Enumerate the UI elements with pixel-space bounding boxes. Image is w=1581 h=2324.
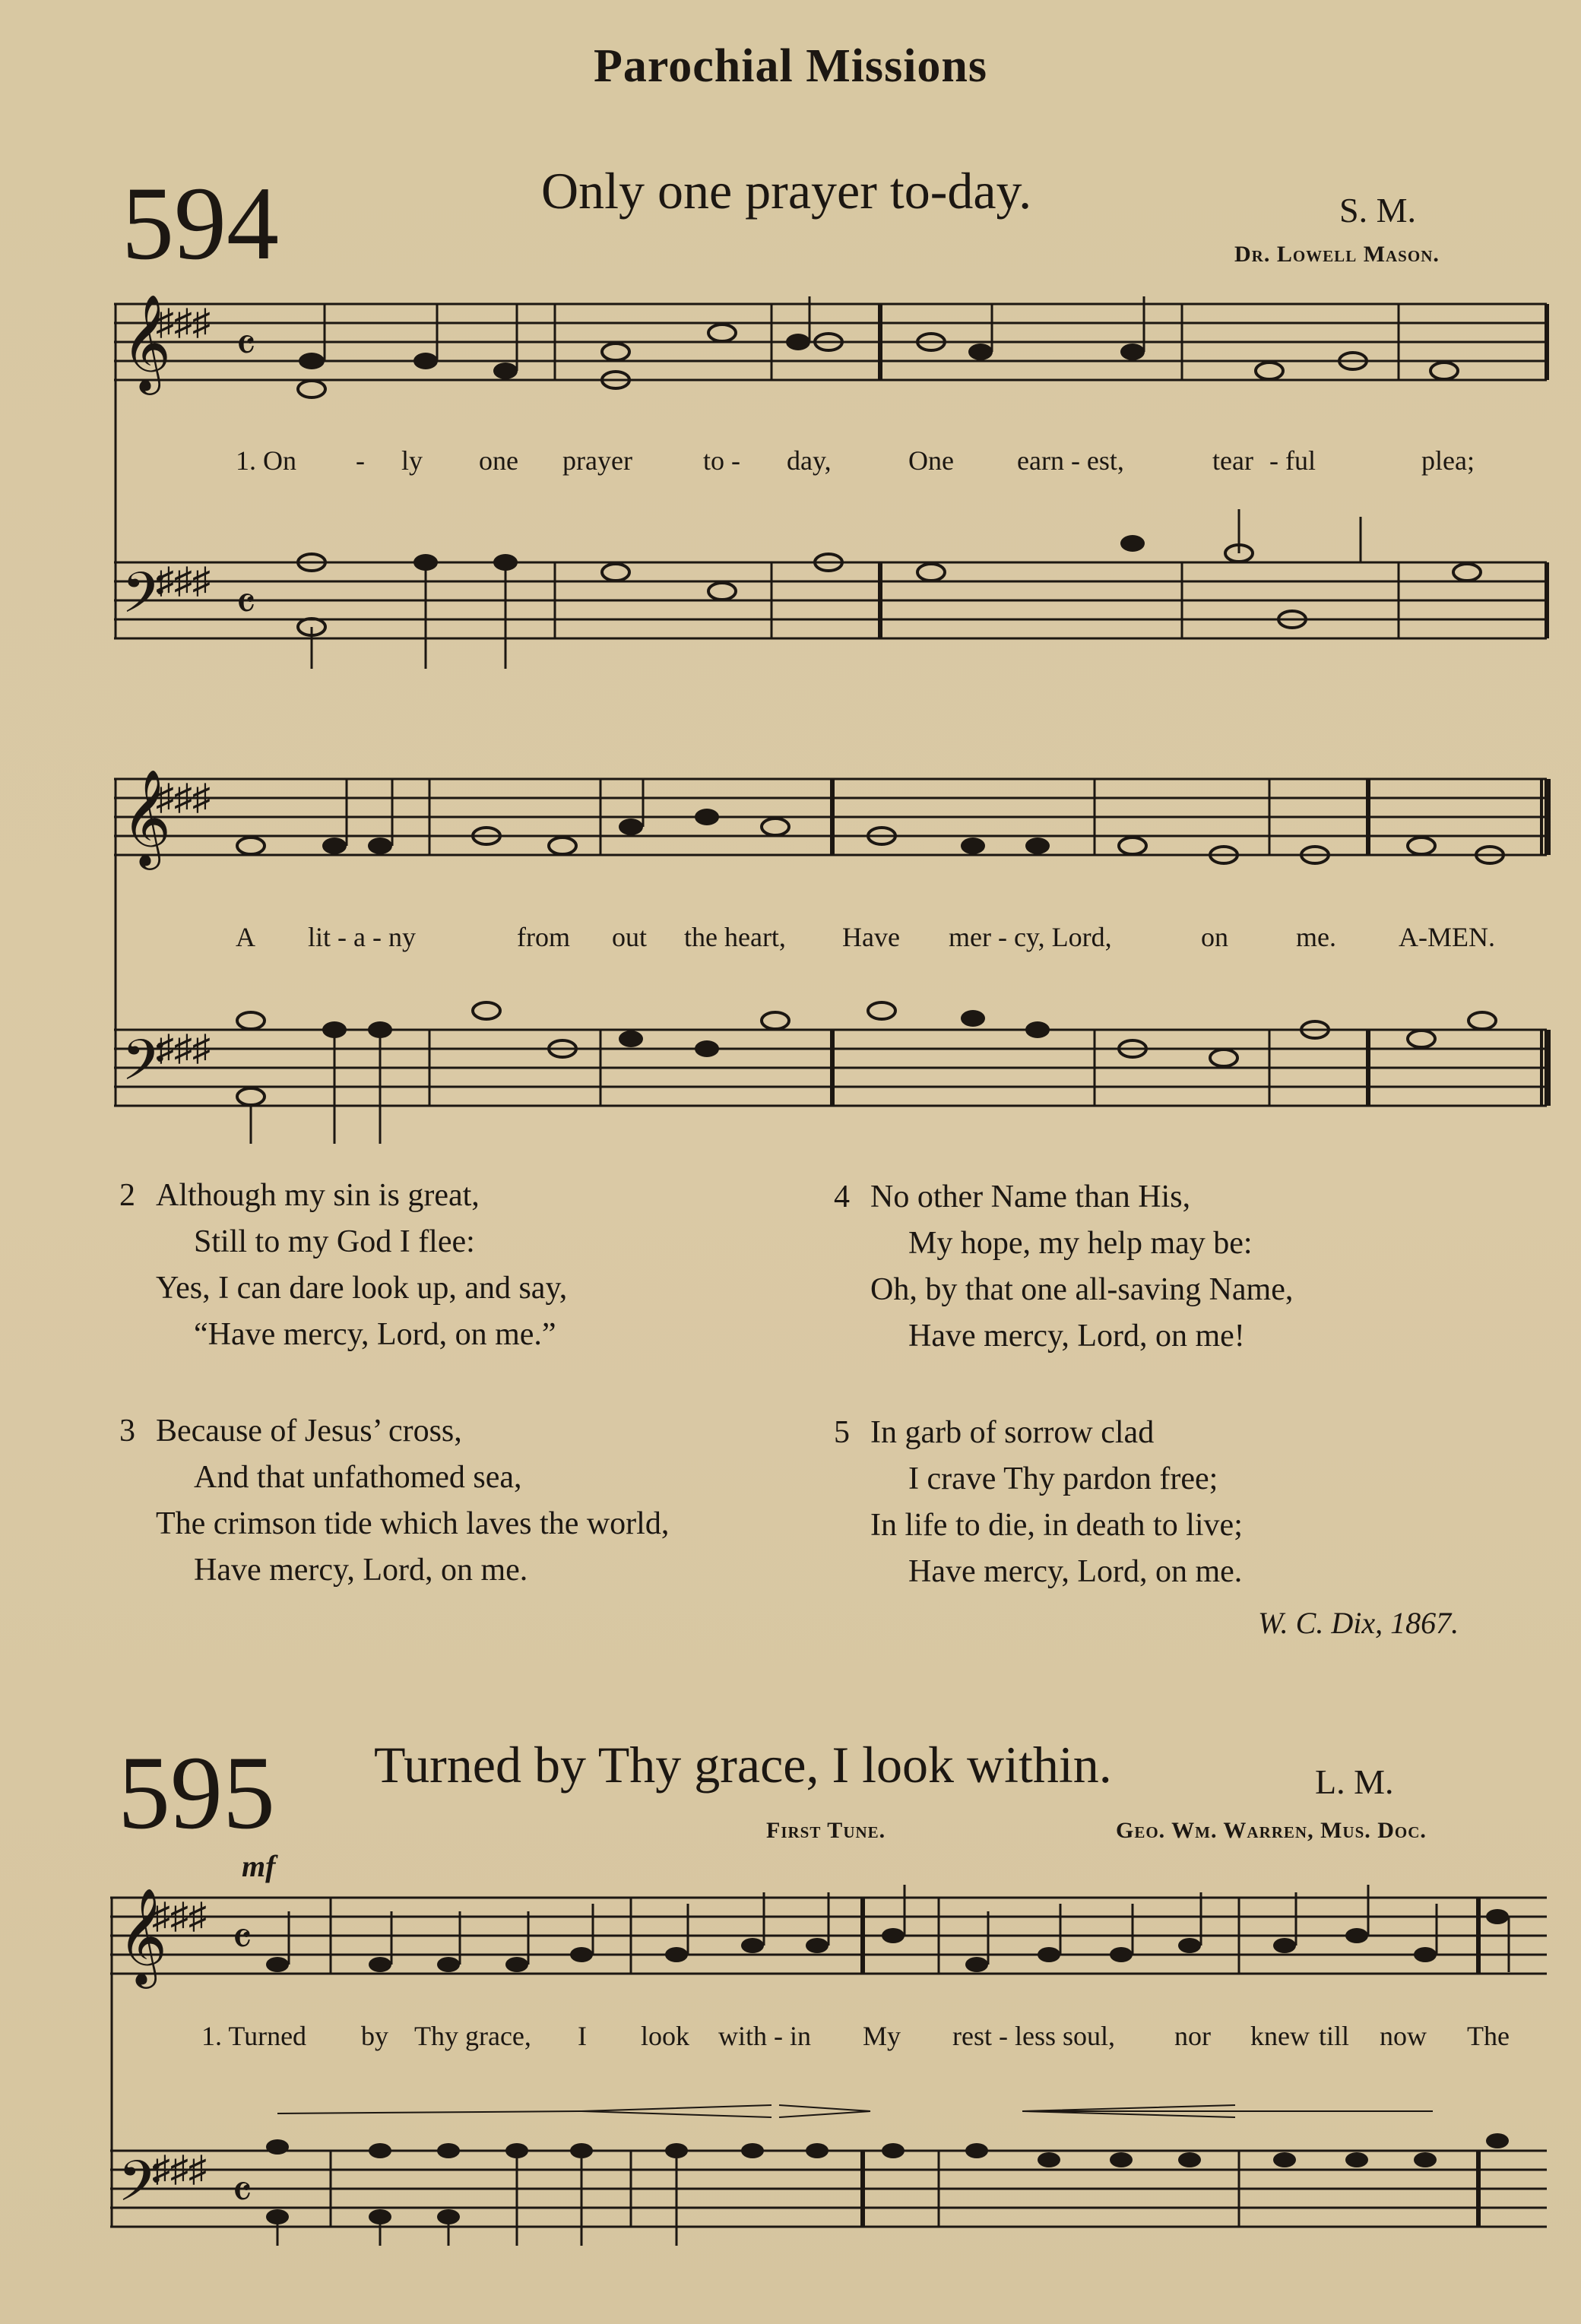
lyric-syllable: plea; [1421, 445, 1475, 476]
lyric-syllable: by [361, 2021, 388, 2051]
verse-line: Because of Jesus’ cross, [156, 1414, 462, 1449]
lyric-syllable: with - in [718, 2021, 811, 2051]
svg-text:♯♯♯: ♯♯♯ [156, 561, 211, 601]
hymn-meter: L. M. [1315, 1762, 1394, 1801]
verse-line: Although my sin is great, [156, 1178, 480, 1213]
verse-number: 4 [834, 1179, 850, 1214]
lyric-syllable: from [517, 922, 570, 952]
verse-line: In life to die, in death to live; [870, 1508, 1243, 1543]
lyric-syllable: till [1319, 2021, 1350, 2051]
lyric-syllable: ly [401, 445, 423, 476]
lyric-syllable: mer - cy, Lord, [949, 922, 1112, 952]
verse-3 [119, 1408, 670, 1594]
lyric-syllable: The [1467, 2021, 1510, 2051]
lyric-syllable: now [1380, 2021, 1427, 2051]
svg-text:♯♯♯: ♯♯♯ [152, 1896, 207, 1936]
verse-line: Still to my God I flee: [194, 1224, 475, 1259]
svg-text:𝄴: 𝄴 [232, 1914, 252, 1965]
lyric-syllable: prayer [562, 445, 632, 476]
verse-2 [119, 1173, 568, 1358]
verse-5 [834, 1410, 1243, 1595]
svg-text:𝄞: 𝄞 [118, 1887, 168, 1984]
lyric-syllable: me. [1296, 922, 1336, 952]
svg-text:𝄞: 𝄞 [122, 768, 172, 866]
lyric-syllable: lit - a - ny [308, 922, 416, 952]
author-credit: W. C. Dix, 1867. [1258, 1606, 1459, 1640]
verse-line: Have mercy, Lord, on me! [908, 1319, 1245, 1354]
music-system-1 [114, 281, 1551, 676]
lyric-syllable: - [356, 445, 365, 476]
verse-number: 3 [119, 1414, 135, 1449]
verse-line: “Have mercy, Lord, on me.” [194, 1317, 556, 1352]
verse-line: My hope, my help may be: [908, 1226, 1253, 1261]
lyric-syllable: day, [787, 445, 832, 476]
lyric-syllable: Thy grace, [414, 2021, 531, 2051]
verse-line: And that unfathomed sea, [194, 1460, 522, 1495]
composer-credit: Geo. Wm. Warren, Mus. Doc. [1116, 1818, 1427, 1843]
svg-text:♯♯♯: ♯♯♯ [152, 2149, 207, 2189]
svg-text:𝄴: 𝄴 [236, 321, 256, 371]
verse-line: No other Name than His, [870, 1179, 1191, 1214]
lyric-syllable: rest - less soul, [952, 2021, 1115, 2051]
lyric-syllable: the heart, [684, 922, 786, 952]
verse-line: Yes, I can dare look up, and say, [156, 1271, 568, 1306]
verse-4 [834, 1174, 1294, 1360]
page-header: Parochial Missions [593, 40, 988, 92]
svg-text:𝄢: 𝄢 [122, 1027, 166, 1107]
tune-label: First Tune. [766, 1818, 886, 1843]
verse-line: The crimson tide which laves the world, [156, 1506, 670, 1541]
hymn-number: 595 [118, 1734, 275, 1851]
verse-line: In garb of sorrow clad [870, 1415, 1155, 1450]
lyric-syllable: A-MEN. [1399, 922, 1495, 952]
music-system-3 [110, 1866, 1551, 2246]
lyric-syllable: earn - est, [1017, 445, 1124, 476]
dynamic-marking: mf [242, 1849, 276, 1883]
verse-number: 5 [834, 1415, 850, 1450]
lyric-syllable: One [908, 445, 954, 476]
verse-line: I crave Thy pardon free; [908, 1461, 1218, 1496]
svg-text:𝄴: 𝄴 [236, 579, 256, 629]
svg-text:♯♯♯: ♯♯♯ [156, 777, 211, 818]
lyric-syllable: - ful [1269, 445, 1316, 476]
verse-line: Have mercy, Lord, on me. [908, 1554, 1243, 1589]
lyric-syllable: one [479, 445, 518, 476]
verse-line: Oh, by that one all-saving Name, [870, 1272, 1294, 1307]
hymn-meter: S. M. [1339, 191, 1416, 230]
lyric-syllable: on [1201, 922, 1228, 952]
verse-number: 2 [119, 1178, 135, 1213]
lyric-syllable: A [236, 922, 255, 952]
lyric-syllable: nor [1174, 2021, 1211, 2051]
hymn-number: 594 [122, 165, 279, 281]
svg-text:𝄢: 𝄢 [118, 2148, 162, 2228]
lyric-syllable: look [641, 2021, 690, 2051]
lyric-syllable: I [578, 2021, 587, 2051]
lyric-syllable: 1. Turned [201, 2021, 307, 2051]
lyric-syllable: out [612, 922, 648, 952]
svg-text:𝄢: 𝄢 [122, 560, 166, 640]
lyric-syllable: My [863, 2021, 901, 2051]
svg-text:𝄞: 𝄞 [122, 293, 172, 391]
lyric-syllable: 1. On [236, 445, 296, 476]
lyric-syllable: Have [842, 922, 900, 952]
svg-text:♯♯♯: ♯♯♯ [156, 1028, 211, 1069]
lyric-syllable: to - [703, 445, 740, 476]
hymn-title: Only one prayer to-day. [541, 162, 1032, 220]
verse-line: Have mercy, Lord, on me. [194, 1553, 528, 1588]
lyric-syllable: knew [1250, 2021, 1310, 2051]
svg-text:♯♯♯: ♯♯♯ [156, 302, 211, 343]
composer-credit: Dr. Lowell Mason. [1234, 242, 1440, 267]
svg-text:𝄴: 𝄴 [232, 2167, 252, 2218]
music-system-2 [114, 756, 1551, 1151]
hymn-title: Turned by Thy grace, I look within. [374, 1736, 1112, 1794]
lyric-syllable: tear [1212, 445, 1253, 476]
